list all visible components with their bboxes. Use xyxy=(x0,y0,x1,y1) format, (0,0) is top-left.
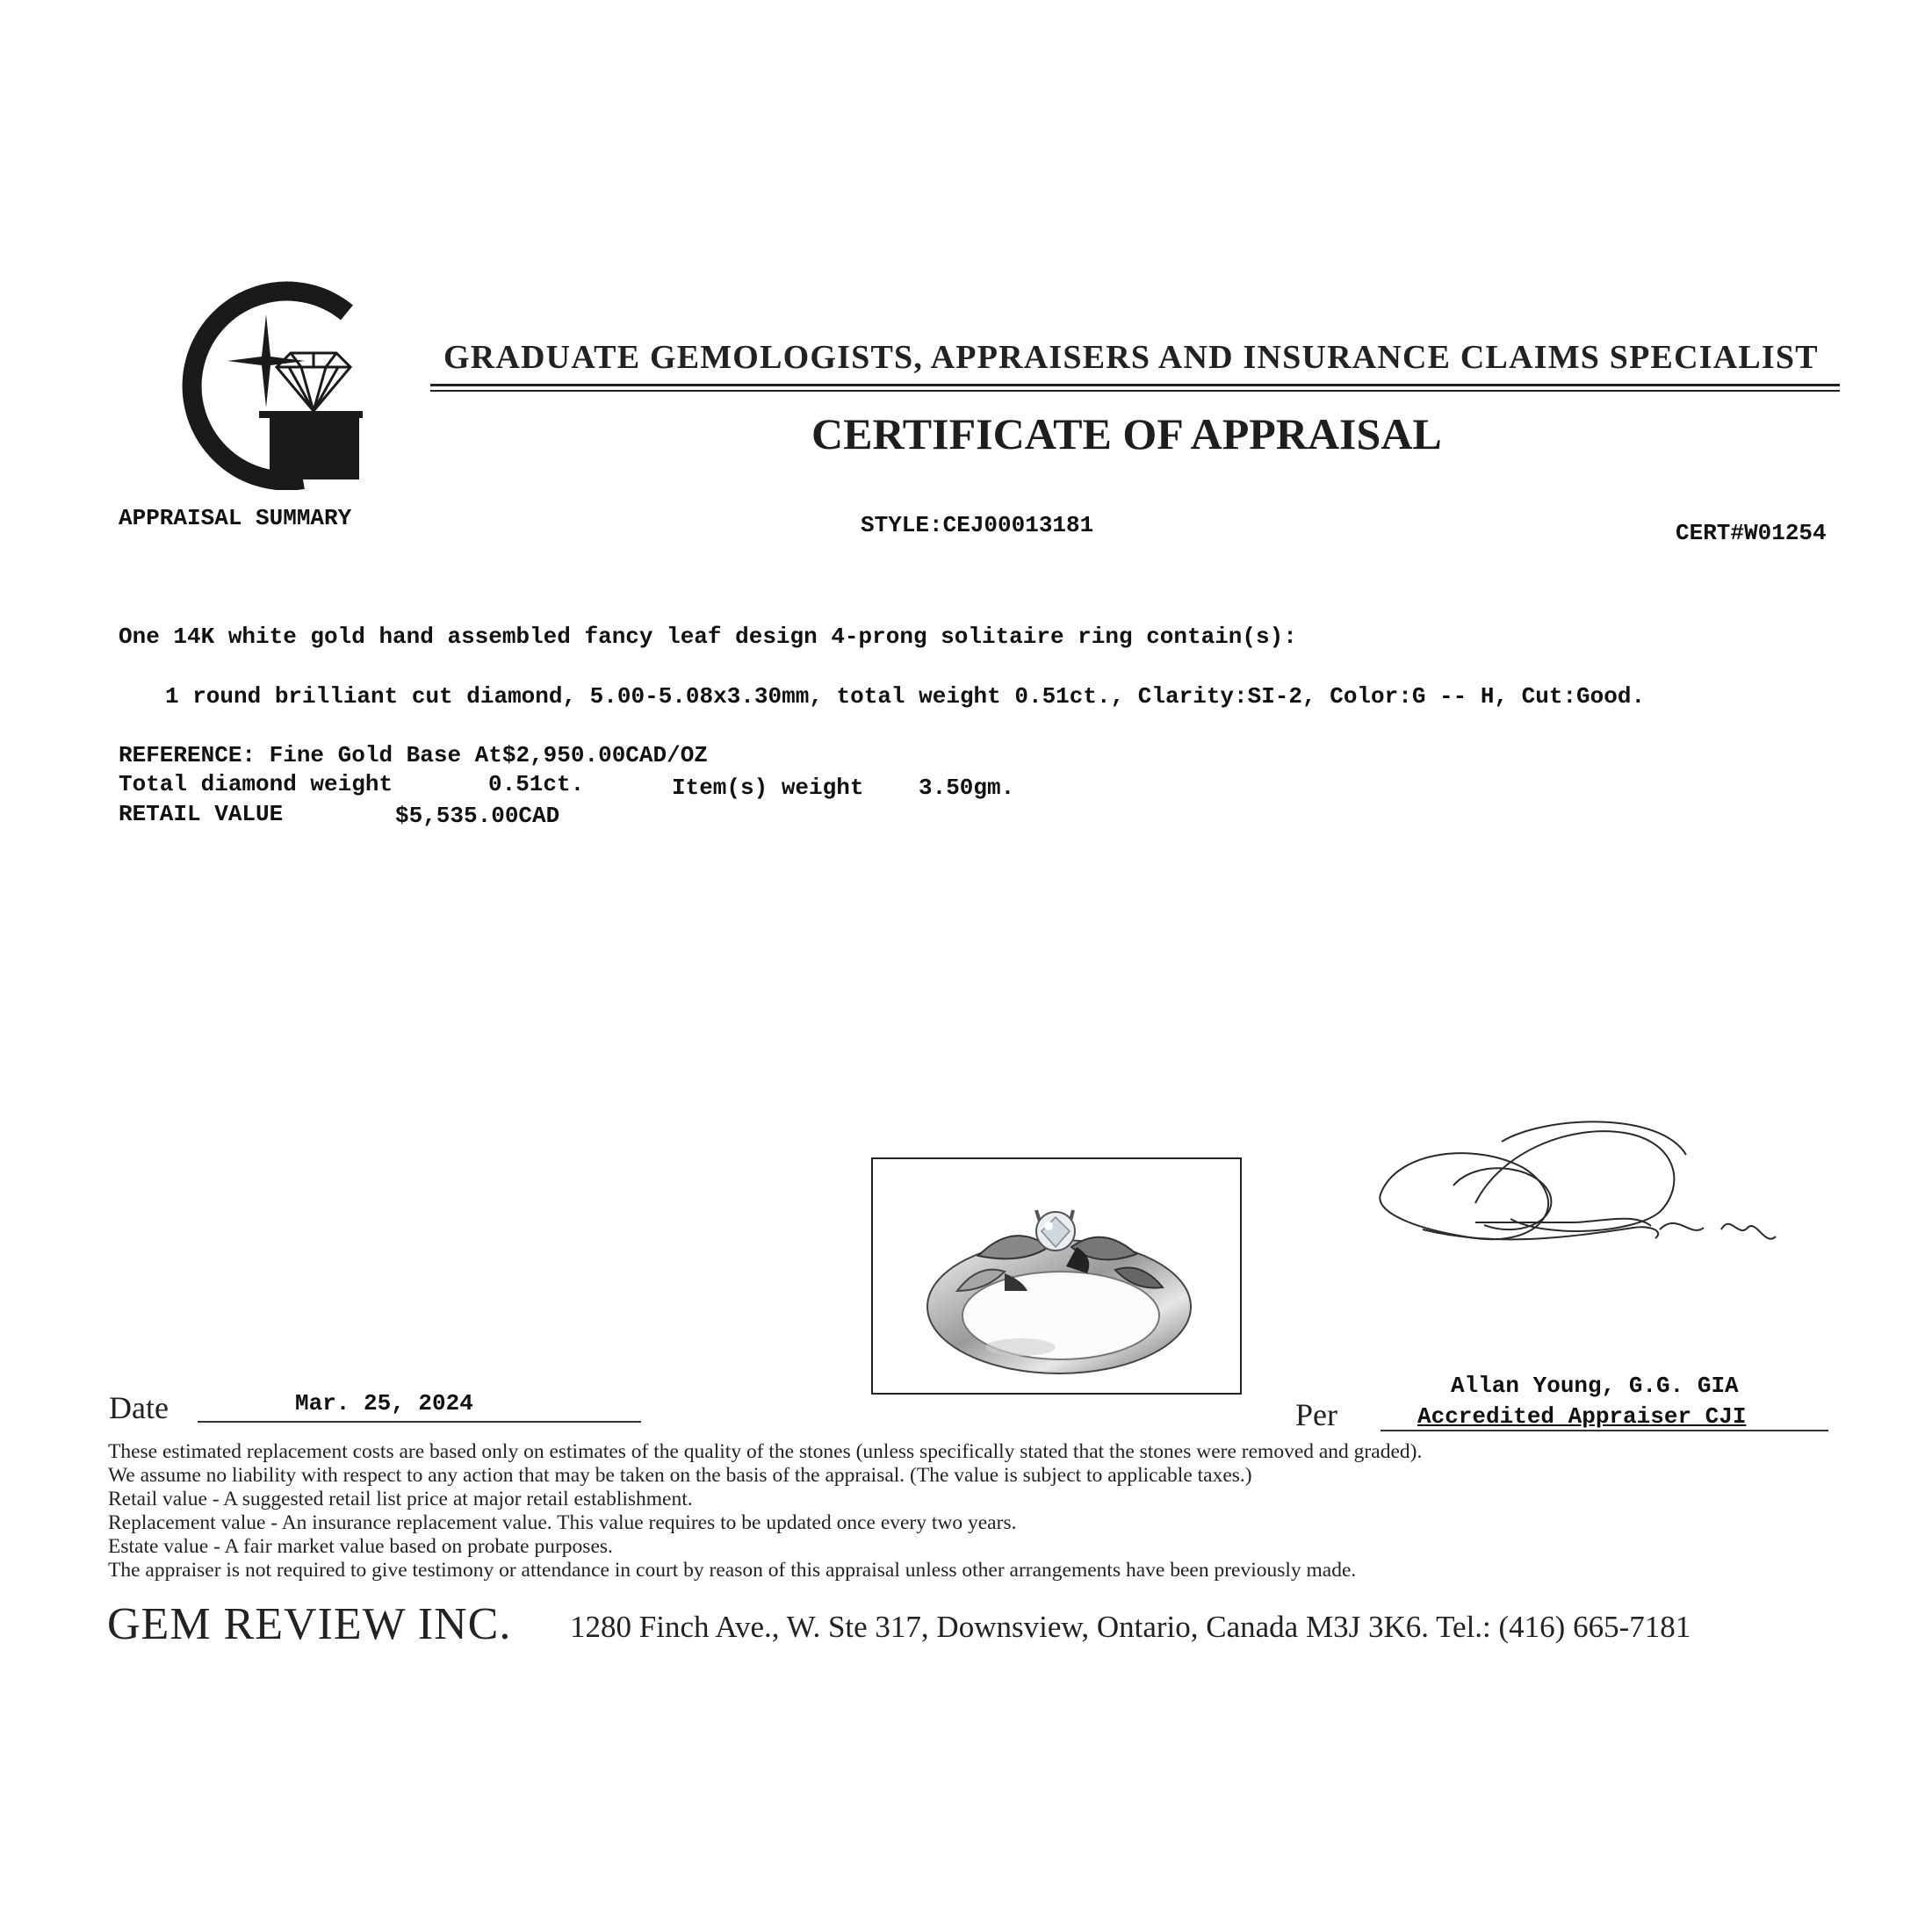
date-label: Date xyxy=(109,1390,169,1425)
style-number: STYLE:CEJ00013181 xyxy=(861,512,1094,538)
header-tagline: GRADUATE GEMOLOGISTS, APPRAISERS AND INSURANCE CLAIMS SPECIALIST xyxy=(443,339,1819,376)
date-underline xyxy=(198,1421,641,1423)
company-address: 1280 Finch Ave., W. Ste 317, Downsview, Ontario, Canada M3J 3K6. Tel.: (416) 665-7181 xyxy=(570,1610,1691,1644)
retail-value-label: RETAIL VALUE xyxy=(119,801,284,827)
header-rule-top xyxy=(430,384,1840,386)
total-diamond-weight-value: 0.51ct. xyxy=(488,771,585,797)
ring-photo xyxy=(871,1157,1242,1395)
item-weight-label: Item(s) weight xyxy=(672,775,864,801)
date-value: Mar. 25, 2024 xyxy=(295,1390,473,1417)
retail-value-amount: $5,535.00CAD xyxy=(395,803,560,829)
disclaimer-line: The appraiser is not required to give testimony or attendance in court by reason of this appraisal unless other arrangements have been previously made. xyxy=(108,1559,1357,1582)
reference-line: REFERENCE: Fine Gold Base At$2,950.00CAD/OZ xyxy=(119,742,708,768)
cert-number: CERT#W01254 xyxy=(1676,520,1827,546)
appraiser-name: Allan Young, G.G. GIA xyxy=(1451,1373,1739,1399)
appraisal-summary-label: APPRAISAL SUMMARY xyxy=(119,505,352,531)
ring-photo-icon xyxy=(873,1159,1240,1393)
certificate-title: CERTIFICATE OF APPRAISAL xyxy=(811,409,1442,458)
item-weight-value: 3.50gm. xyxy=(919,775,1015,801)
appraiser-credential: Accredited Appraiser CJI xyxy=(1417,1403,1747,1430)
item-description: One 14K white gold hand assembled fancy leaf design 4-prong solitaire ring contain(s): xyxy=(119,624,1297,650)
disclaimer-line: Retail value - A suggested retail list price at major retail establishment. xyxy=(108,1488,693,1510)
per-label: Per xyxy=(1295,1397,1337,1432)
diamond-description: 1 round brilliant cut diamond, 5.00-5.08x3.30mm, total weight 0.51ct., Clarity:SI-2, Color:G -- H, Cut:Good. xyxy=(165,683,1646,710)
g-diamond-logo-icon xyxy=(171,279,382,490)
disclaimer-line: We assume no liability with respect to any action that may be taken on the basis of the appraisal. (The value is subject to applicable taxes.) xyxy=(108,1464,1252,1487)
total-diamond-weight-label: Total diamond weight xyxy=(119,771,393,797)
disclaimer-line: These estimated replacement costs are based only on estimates of the quality of the stones (unless specifically stated that the stones were removed and graded). xyxy=(108,1440,1423,1463)
disclaimer-line: Replacement value - An insurance replacement value. This value requires to be updated once every two years. xyxy=(108,1511,1017,1534)
header-rule-bottom xyxy=(430,390,1840,392)
company-name: GEM REVIEW INC. xyxy=(107,1599,512,1649)
per-underline xyxy=(1381,1430,1828,1431)
disclaimer-line: Estate value - A fair market value based on probate purposes. xyxy=(108,1535,613,1558)
appraiser-signature xyxy=(1370,1115,1809,1291)
